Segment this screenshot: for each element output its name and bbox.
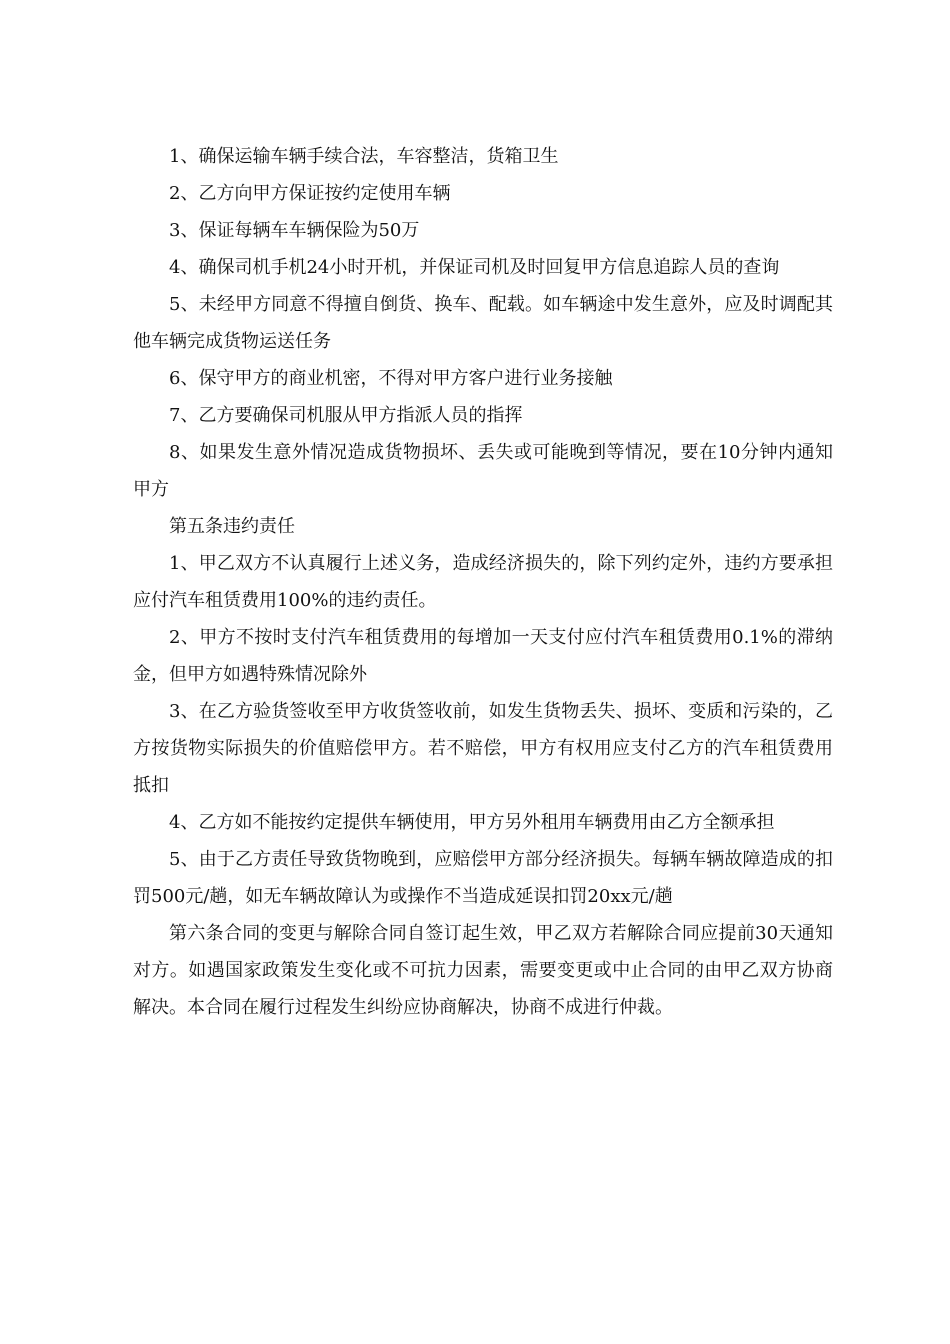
liability-item-5: 5、由于乙方责任导致货物晚到，应赔偿甲方部分经济损失。每辆车辆故障造成的扣罚500元/趟，如无车辆故障认为或操作不当造成延误扣罚20xx元/趟 <box>133 849 833 907</box>
clause-item-7: 7、乙方要确保司机服从甲方指派人员的指挥 <box>169 405 523 426</box>
clause-item-3: 3、保证每辆车车辆保险为50万 <box>169 220 420 241</box>
clause-item-2: 2、乙方向甲方保证按约定使用车辆 <box>169 183 451 204</box>
clause-item-8: 8、如果发生意外情况造成货物损坏、丢失或可能晚到等情况，要在10分钟内通知甲方 <box>133 442 833 500</box>
clause-item-6: 6、保守甲方的商业机密，不得对甲方客户进行业务接触 <box>169 368 613 389</box>
clause-item-4: 4、确保司机手机24小时开机，并保证司机及时回复甲方信息追踪人员的查询 <box>169 257 780 278</box>
liability-item-3: 3、在乙方验货签收至甲方收货签收前，如发生货物丢失、损坏、变质和污染的，乙方按货物实际损失的价值赔偿甲方。若不赔偿，甲方有权用应支付乙方的汽车租赁费用抵扣 <box>133 701 833 796</box>
section-heading-article-5: 第五条违约责任 <box>169 516 295 537</box>
clause-item-1: 1、确保运输车辆手续合法，车容整洁，货箱卫生 <box>169 146 559 167</box>
clause-item-5: 5、未经甲方同意不得擅自倒货、换车、配载。如车辆途中发生意外，应及时调配其他车辆完成货物运送任务 <box>133 294 833 352</box>
liability-item-2: 2、甲方不按时支付汽车租赁费用的每增加一天支付应付汽车租赁费用0.1%的滞纳金，但甲方如遇特殊情况除外 <box>133 627 833 685</box>
liability-item-1: 1、甲乙双方不认真履行上述义务，造成经济损失的，除下列约定外，违约方要承担应付汽车租赁费用100%的违约责任。 <box>133 553 833 611</box>
liability-item-4: 4、乙方如不能按约定提供车辆使用，甲方另外租用车辆费用由乙方全额承担 <box>169 812 775 833</box>
document-body <box>133 138 833 1026</box>
article-6-paragraph: 第六条合同的变更与解除合同自签订起生效，甲乙双方若解除合同应提前30天通知对方。如遇国家政策发生变化或不可抗力因素，需要变更或中止合同的由甲乙双方协商解决。本合同在履行过程发生纠纷应协商解决，协商不成进行仲裁。 <box>133 923 833 1018</box>
